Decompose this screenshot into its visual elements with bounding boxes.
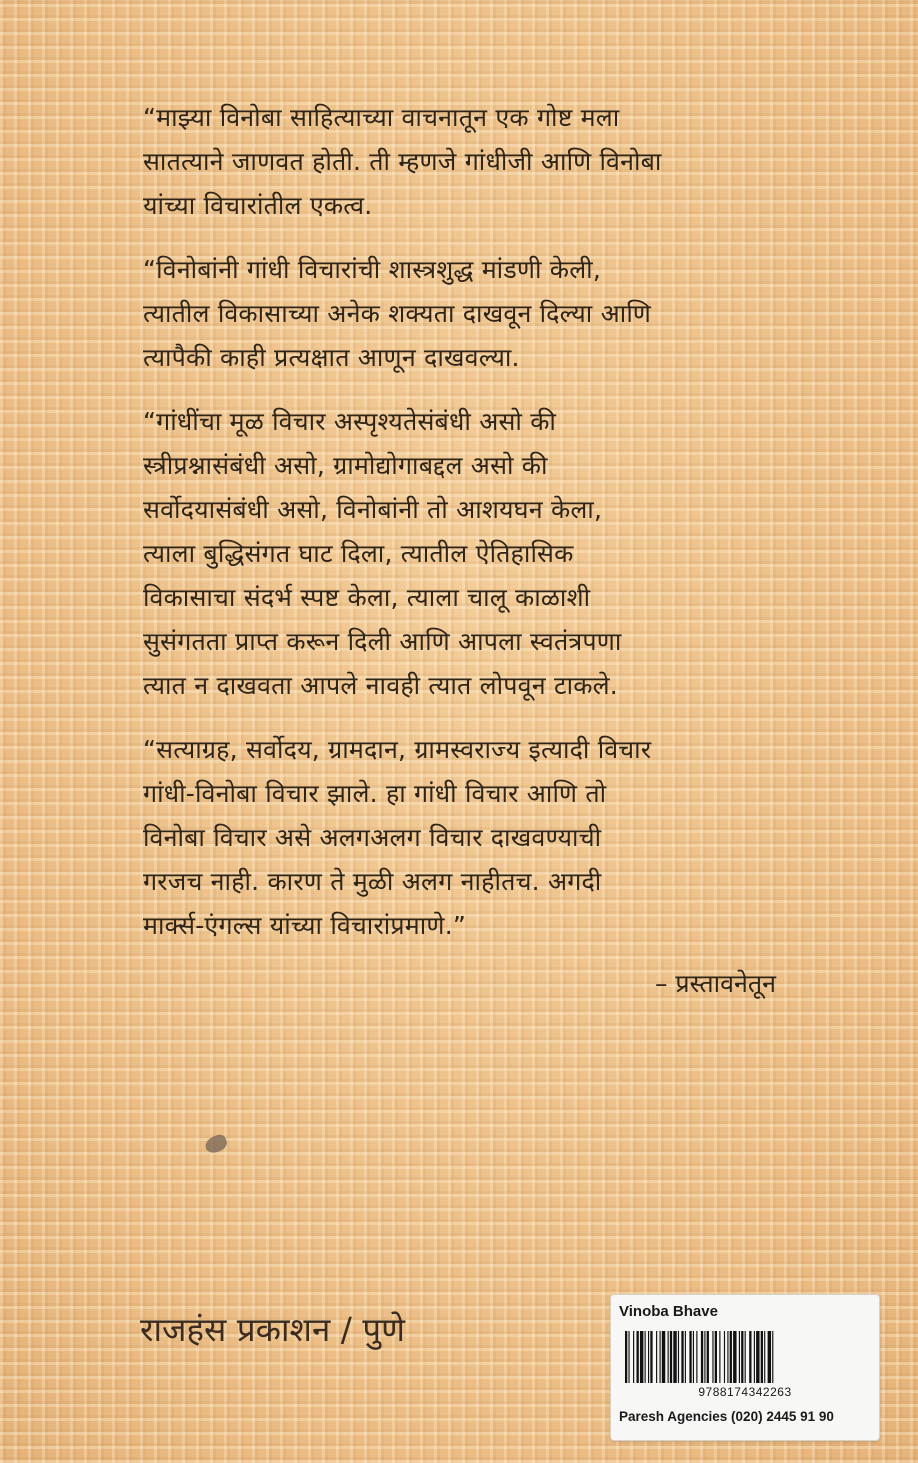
sticker-title: Vinoba Bhave bbox=[619, 1303, 718, 1320]
isbn-number: 9788174342263 bbox=[698, 1385, 792, 1399]
blurb-paragraph-2 bbox=[143, 248, 783, 380]
text-line: त्यातील विकासाच्या अनेक शक्यता दाखवून दिल्या आणि bbox=[143, 299, 652, 328]
text-line: गांधी-विनोबा विचार झाले. हा गांधी विचार आणि तो bbox=[143, 779, 607, 808]
text-line: गरजच नाही. कारण ते मुळी अलग नाहीतच. अगदी bbox=[143, 867, 602, 896]
text-line: सर्वोदयासंबंधी असो, विनोबांनी तो आशयघन केला, bbox=[143, 495, 603, 524]
price-sticker bbox=[610, 1294, 880, 1441]
text-line: यांच्या विचारांतील एकत्व. bbox=[143, 191, 373, 220]
text-line: “गांधींचा मूळ विचार अस्पृश्यतेसंबंधी असो की bbox=[143, 407, 557, 436]
text-line: त्यात न दाखवता आपले नावही त्यात लोपवून टाकले. bbox=[143, 671, 618, 700]
text-line: स्त्रीप्रश्नासंबंधी असो, ग्रामोद्योगाबद्दल असो की bbox=[143, 451, 548, 480]
text-line: “विनोबांनी गांधी विचारांची शास्त्रशुद्ध मांडणी केली, bbox=[143, 255, 601, 284]
blurb-paragraph-3 bbox=[143, 400, 783, 708]
blurb-paragraph-4 bbox=[143, 728, 783, 948]
publisher-name: राजहंस प्रकाशन / पुणे bbox=[140, 1310, 405, 1349]
blurb-paragraph-1 bbox=[143, 96, 783, 228]
text-line: मार्क्स-एंगल्स यांच्या विचारांप्रमाणे.” bbox=[143, 911, 466, 940]
text-line: “सत्याग्रह, सर्वोदय, ग्रामदान, ग्रामस्वराज्य इत्यादी विचार bbox=[143, 735, 652, 764]
text-line: सातत्याने जाणवत होती. ती म्हणजे गांधीजी आणि विनोबा bbox=[143, 147, 662, 176]
sticker-footer: Paresh Agencies (020) 2445 91 90 bbox=[619, 1409, 834, 1424]
text-line: विकासाचा संदर्भ स्पष्ट केला, त्याला चालू काळाशी bbox=[143, 583, 591, 612]
blurb-text bbox=[143, 96, 783, 968]
text-line: विनोबा विचार असे अलगअलग विचार दाखवण्याची bbox=[143, 823, 602, 852]
text-line: “माझ्या विनोबा साहित्याच्या वाचनातून एक गोष्ट मला bbox=[143, 103, 620, 132]
barcode-icon bbox=[625, 1331, 865, 1383]
text-line: त्याला बुद्धिसंगत घाट दिला, त्यातील ऐतिहासिक bbox=[143, 539, 574, 568]
attribution: – प्रस्तावनेतून bbox=[654, 969, 776, 998]
smudge-mark bbox=[203, 1133, 229, 1156]
text-line: त्यापैकी काही प्रत्यक्षात आणून दाखवल्या. bbox=[143, 343, 520, 372]
text-line: सुसंगतता प्राप्त करून दिली आणि आपला स्वतंत्रपणा bbox=[143, 627, 622, 656]
